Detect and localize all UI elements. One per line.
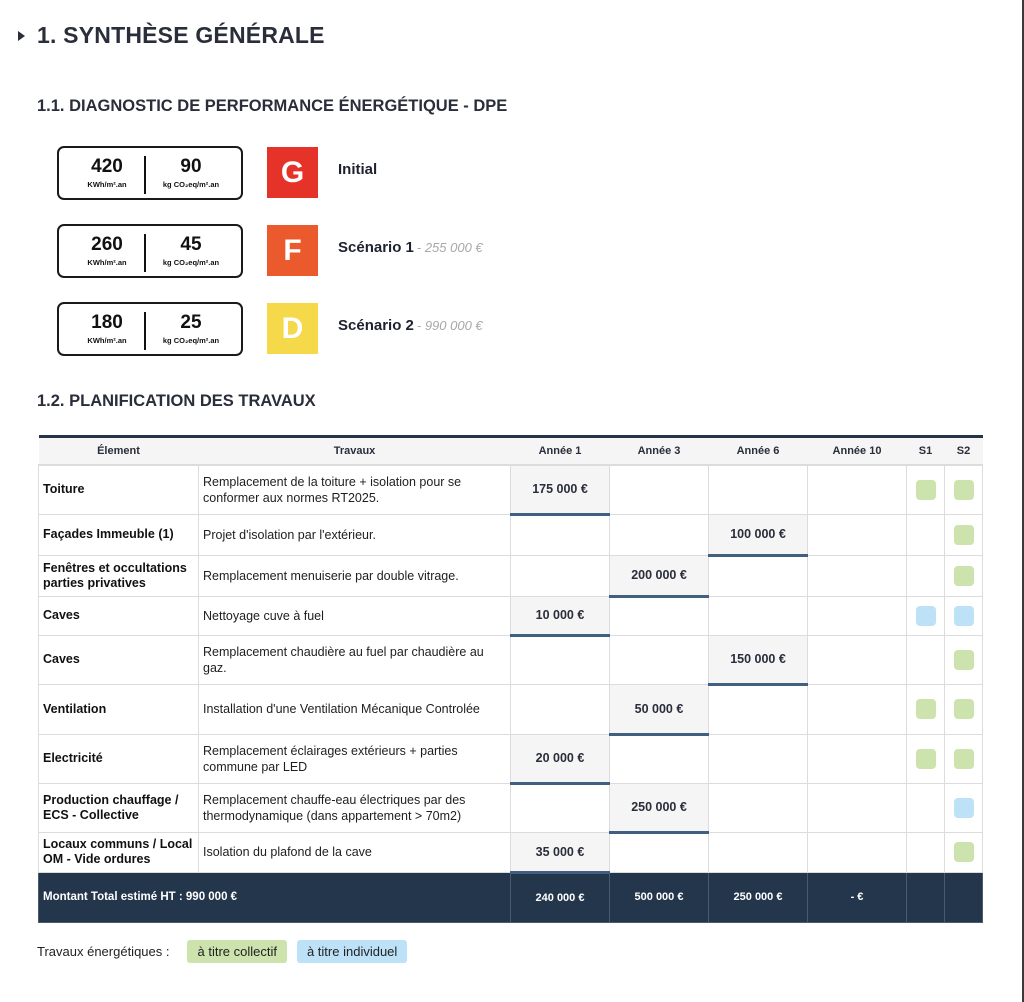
s2-flag-individuel [954, 606, 974, 626]
amount-cell [808, 555, 907, 596]
travaux-cell: Remplacement de la toiture + isolation pour se conformer aux normes RT2025. [199, 465, 511, 514]
amount-cell [808, 684, 907, 734]
s2-flag-collectif [954, 566, 974, 586]
ges-value: 90 [180, 156, 202, 177]
element-cell: Locaux communs / Local OM - Vide ordures [39, 832, 199, 872]
amount-cell: 10 000 € [511, 596, 610, 635]
amount-cell [808, 832, 907, 872]
amount-cell [511, 555, 610, 596]
total-amount-cell: 240 000 € [511, 872, 610, 922]
amount-cell [808, 465, 907, 514]
legend [37, 940, 417, 963]
amount-cell: 20 000 € [511, 734, 610, 783]
legend-chip-individuel: à titre individuel [297, 940, 407, 963]
element-cell: Fenêtres et occultations parties privatives [39, 555, 199, 596]
planning-table [38, 435, 983, 923]
column-header: Année 10 [808, 437, 907, 466]
energy-unit: KWh/m².an [87, 180, 127, 189]
energy-value: 180 [91, 312, 123, 333]
scenario-label [338, 161, 377, 178]
amount-cell: 100 000 € [709, 514, 808, 555]
s2-cell [945, 783, 983, 832]
s1-cell [907, 684, 945, 734]
ges-unit: kg CO₂eq/m².an [162, 180, 220, 189]
legend-chip-collectif: à titre collectif [187, 940, 286, 963]
ges-value: 45 [180, 234, 202, 255]
s2-flag-collectif [954, 525, 974, 545]
scenario-label [338, 239, 483, 256]
column-header: Année 3 [610, 437, 709, 466]
amount-cell: 35 000 € [511, 832, 610, 872]
travaux-cell: Remplacement chauffe-eau électriques par des thermodynamique (dans appartement > 70m2) [199, 783, 511, 832]
s2-cell [945, 555, 983, 596]
ges-unit: kg CO₂eq/m².an [162, 336, 220, 345]
s1-cell [907, 783, 945, 832]
amount-cell [610, 514, 709, 555]
s2-cell [945, 684, 983, 734]
column-header: S1 [907, 437, 945, 466]
s1-cell [907, 596, 945, 635]
scenario-name: Initial [338, 161, 378, 178]
total-amount-cell: 500 000 € [610, 872, 709, 922]
s2-cell [945, 465, 983, 514]
scenario-cost: - 990 000 € [416, 318, 483, 333]
energy-block [73, 235, 141, 267]
card-divider [144, 234, 146, 272]
element-cell: Ventilation [39, 684, 199, 734]
amount-cell [610, 832, 709, 872]
s1-flag-collectif [916, 749, 936, 769]
s2-cell [945, 635, 983, 684]
dpe-card [57, 224, 243, 278]
amount-cell [709, 596, 808, 635]
column-header: Travaux [199, 437, 511, 466]
s2-flag-collectif [954, 842, 974, 862]
s2-flag-collectif [954, 480, 974, 500]
amount-cell [511, 635, 610, 684]
total-label: Montant Total estimé HT : 990 000 € [39, 872, 511, 922]
energy-block [73, 157, 141, 189]
dpe-row [57, 224, 757, 282]
s1-cell [907, 465, 945, 514]
amount-cell: 50 000 € [610, 684, 709, 734]
amount-cell [511, 684, 610, 734]
amount-cell [709, 734, 808, 783]
table-row [39, 555, 983, 596]
s2-flag-collectif [954, 699, 974, 719]
amount-cell [709, 832, 808, 872]
travaux-cell: Installation d'une Ventilation Mécanique Controlée [199, 684, 511, 734]
energy-value: 420 [91, 156, 123, 177]
table-row [39, 832, 983, 872]
section-header[interactable] [18, 22, 325, 49]
travaux-cell: Nettoyage cuve à fuel [199, 596, 511, 635]
amount-cell [808, 514, 907, 555]
travaux-cell: Remplacement éclairages extérieurs + parties commune par LED [199, 734, 511, 783]
card-divider [144, 156, 146, 194]
amount-cell [709, 555, 808, 596]
energy-value: 260 [91, 234, 123, 255]
s2-flag-collectif [954, 650, 974, 670]
legend-label: Travaux énergétiques : [37, 944, 170, 959]
element-cell: Production chauffage / ECS - Collective [39, 783, 199, 832]
element-cell: Façades Immeuble (1) [39, 514, 199, 555]
amount-cell: 200 000 € [610, 555, 709, 596]
table-header-row [39, 437, 983, 466]
energy-unit: KWh/m².an [87, 336, 127, 345]
amount-cell [610, 734, 709, 783]
s1-cell [907, 555, 945, 596]
table-row [39, 734, 983, 783]
column-header: Année 6 [709, 437, 808, 466]
s2-flag-collectif [954, 749, 974, 769]
dpe-class-badge: G [267, 147, 318, 198]
travaux-cell: Projet d'isolation par l'extérieur. [199, 514, 511, 555]
table-row [39, 465, 983, 514]
s1-flag-individuel [916, 606, 936, 626]
element-cell: Caves [39, 596, 199, 635]
total-s2-cell [945, 872, 983, 922]
amount-cell [709, 465, 808, 514]
amount-cell [511, 514, 610, 555]
total-amount-cell: - € [808, 872, 907, 922]
amount-cell [610, 465, 709, 514]
dpe-title: 1.1. DIAGNOSTIC DE PERFORMANCE ÉNERGÉTIQUE - DPE [37, 97, 508, 115]
travaux-cell: Remplacement menuiserie par double vitrage. [199, 555, 511, 596]
s1-cell [907, 832, 945, 872]
table-row [39, 635, 983, 684]
amount-cell [610, 596, 709, 635]
energy-block [73, 313, 141, 345]
amount-cell: 175 000 € [511, 465, 610, 514]
scenario-label [338, 317, 483, 334]
collapse-triangle-icon[interactable] [18, 31, 25, 41]
scenario-name: Scénario 2 [338, 317, 414, 334]
total-amount-cell: 250 000 € [709, 872, 808, 922]
amount-cell [808, 596, 907, 635]
table-row [39, 684, 983, 734]
travaux-cell: Isolation du plafond de la cave [199, 832, 511, 872]
amount-cell [511, 783, 610, 832]
amount-cell [808, 635, 907, 684]
element-cell: Electricité [39, 734, 199, 783]
dpe-row [57, 302, 757, 360]
amount-cell [709, 783, 808, 832]
scenario-cost: - 255 000 € [416, 240, 483, 255]
travaux-cell: Remplacement chaudière au fuel par chaudière au gaz. [199, 635, 511, 684]
energy-unit: KWh/m².an [87, 258, 127, 267]
ges-value: 25 [180, 312, 202, 333]
total-s1-cell [907, 872, 945, 922]
s1-cell [907, 734, 945, 783]
ges-block [147, 235, 235, 267]
s1-cell [907, 635, 945, 684]
section-title: 1. SYNTHÈSE GÉNÉRALE [37, 22, 325, 48]
card-divider [144, 312, 146, 350]
amount-cell: 250 000 € [610, 783, 709, 832]
column-header: S2 [945, 437, 983, 466]
table-row [39, 783, 983, 832]
s1-flag-collectif [916, 699, 936, 719]
amount-cell: 150 000 € [709, 635, 808, 684]
s2-flag-individuel [954, 798, 974, 818]
amount-cell [610, 635, 709, 684]
amount-cell [808, 783, 907, 832]
total-row [39, 872, 983, 922]
s2-cell [945, 734, 983, 783]
dpe-class-badge: F [267, 225, 318, 276]
dpe-card [57, 146, 243, 200]
ges-block [147, 313, 235, 345]
s2-cell [945, 514, 983, 555]
ges-block [147, 157, 235, 189]
element-cell: Caves [39, 635, 199, 684]
dpe-card [57, 302, 243, 356]
plan-title: 1.2. PLANIFICATION DES TRAVAUX [37, 392, 316, 410]
table-row [39, 596, 983, 635]
dpe-row [57, 146, 757, 204]
scenario-name: Scénario 1 [338, 239, 414, 256]
dpe-class-badge: D [267, 303, 318, 354]
element-cell: Toiture [39, 465, 199, 514]
s1-flag-collectif [916, 480, 936, 500]
ges-unit: kg CO₂eq/m².an [162, 258, 220, 267]
table-row [39, 514, 983, 555]
column-header: Année 1 [511, 437, 610, 466]
s2-cell [945, 832, 983, 872]
column-header: Élement [39, 437, 199, 466]
amount-cell [709, 684, 808, 734]
amount-cell [808, 734, 907, 783]
s2-cell [945, 596, 983, 635]
s1-cell [907, 514, 945, 555]
